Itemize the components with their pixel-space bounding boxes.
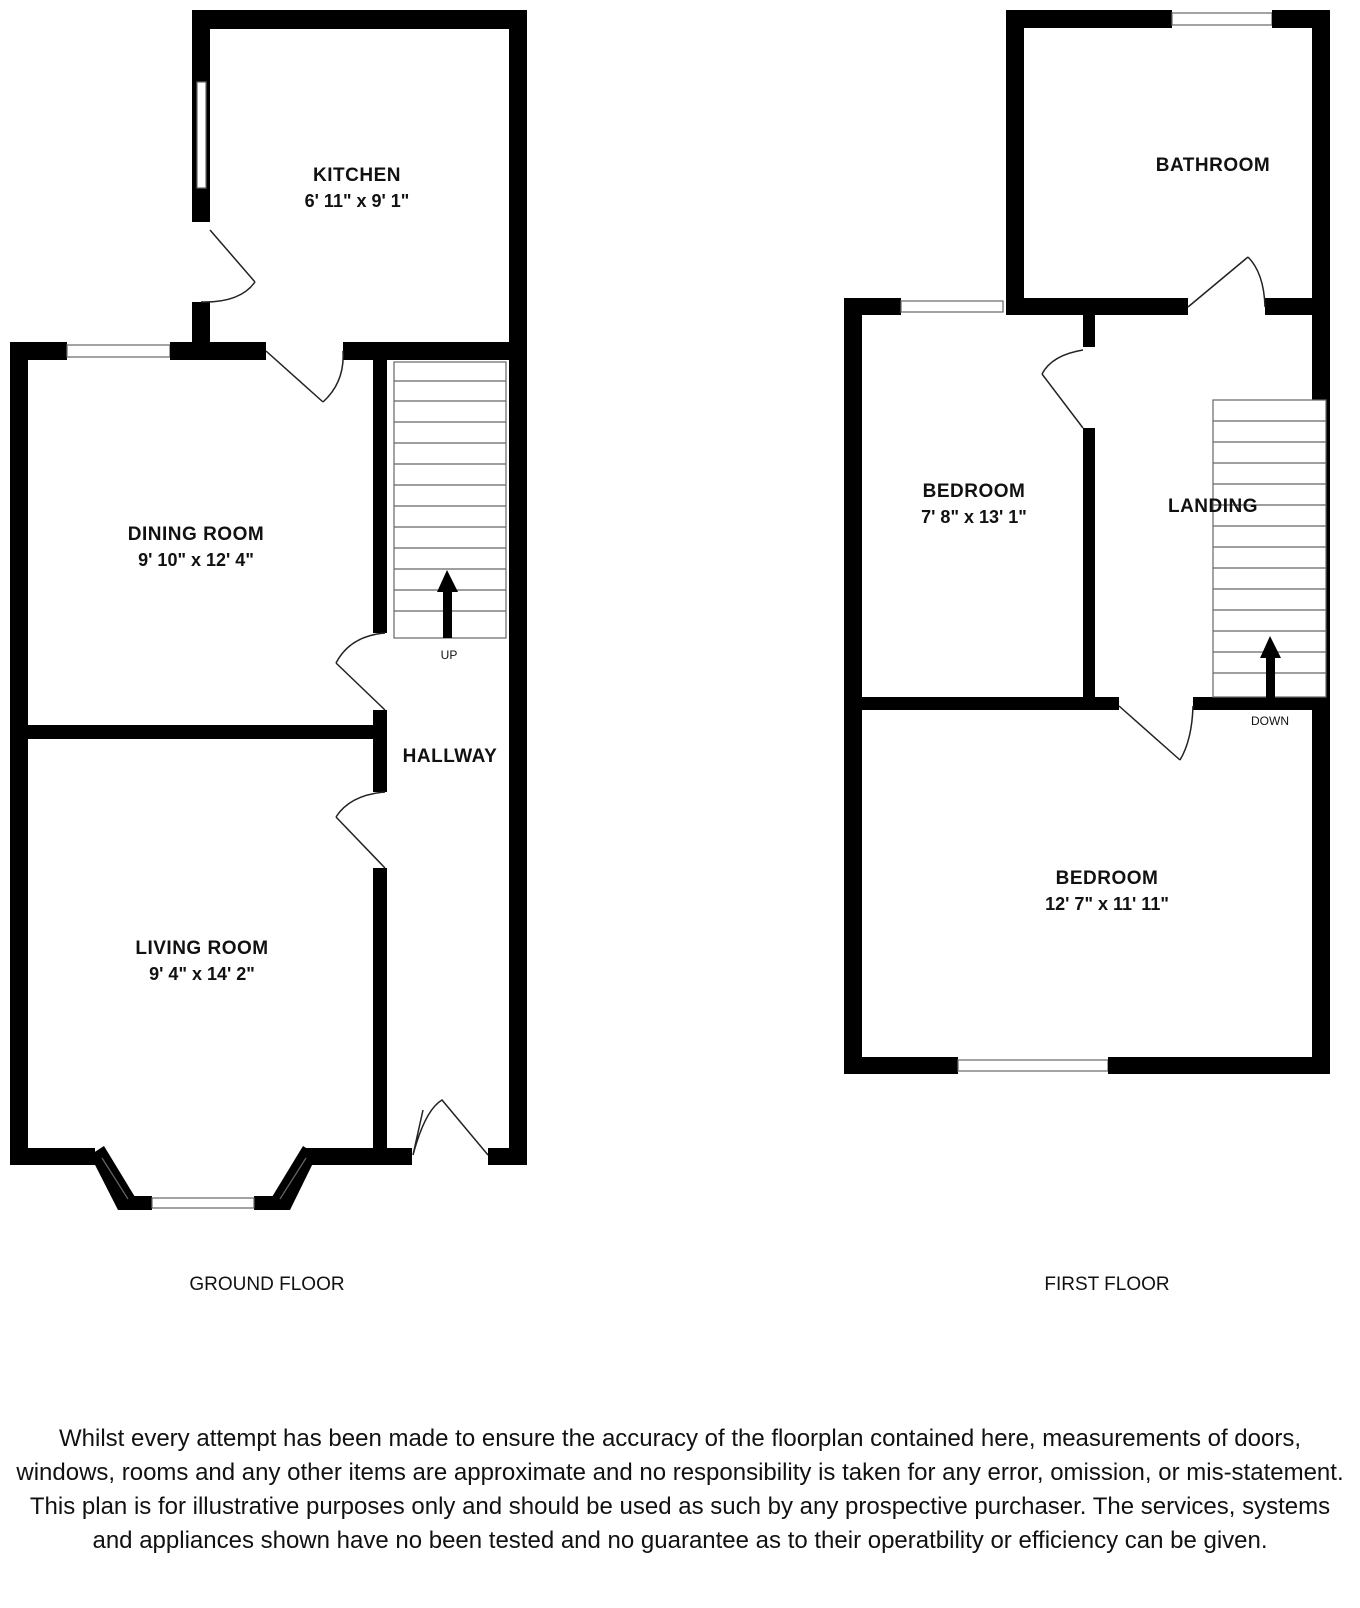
bathroom-name: BATHROOM bbox=[1155, 155, 1271, 176]
wall bbox=[10, 1148, 95, 1165]
wall bbox=[1006, 10, 1024, 314]
wall bbox=[305, 1148, 412, 1165]
wall bbox=[844, 697, 1119, 710]
bedroom-small-name: BEDROOM bbox=[922, 481, 1026, 502]
dining-room-dims: 9' 10" x 12' 4" bbox=[138, 550, 254, 570]
wall bbox=[1083, 428, 1095, 706]
kitchen-name: KITCHEN bbox=[313, 165, 401, 186]
stairs-down-label: DOWN bbox=[1251, 714, 1289, 728]
bay-wall bbox=[118, 1196, 152, 1210]
wall bbox=[373, 710, 387, 792]
ground-floor-plan bbox=[10, 10, 527, 1295]
bedroom-large-name: BEDROOM bbox=[1055, 868, 1159, 889]
living-room-name: LIVING ROOM bbox=[135, 938, 269, 959]
wall bbox=[10, 725, 383, 739]
wall bbox=[844, 298, 862, 1074]
disclaimer-text: Whilst every attempt has been made to ensure the accuracy of the floorplan contained here, measurements of doors, windows, rooms and any other items are approximate and no responsibility is taken for any error, omission, or mis-statement. This plan is for illustrative purposes only and should be used as such by any prospective purchaser. The services, systems and appliances shown have no been tested and no guarantee as to their operatbility or efficiency can be given. bbox=[16, 1425, 1344, 1554]
wall bbox=[488, 1148, 527, 1165]
wall bbox=[170, 342, 266, 360]
door bbox=[1119, 706, 1193, 760]
wall bbox=[1006, 298, 1188, 315]
door bbox=[1042, 350, 1083, 428]
living-room-dims: 9' 4" x 14' 2" bbox=[149, 964, 255, 984]
door bbox=[201, 230, 255, 302]
wall bbox=[343, 342, 526, 360]
wall bbox=[509, 10, 527, 1165]
ground-floor-label: GROUND FLOOR bbox=[189, 1274, 345, 1295]
first-floor-label: FIRST FLOOR bbox=[1044, 1274, 1170, 1295]
door bbox=[1188, 257, 1265, 307]
window bbox=[1172, 13, 1272, 25]
window bbox=[197, 82, 206, 188]
wall bbox=[1193, 697, 1330, 710]
wall bbox=[1083, 298, 1095, 347]
window bbox=[152, 1198, 254, 1208]
kitchen-dims: 6' 11" x 9' 1" bbox=[304, 191, 410, 211]
window bbox=[958, 1060, 1108, 1071]
window bbox=[67, 345, 170, 357]
wall bbox=[373, 868, 387, 1165]
bay-wall bbox=[254, 1196, 290, 1210]
first-floor-plan bbox=[844, 10, 1330, 1295]
window bbox=[901, 301, 1003, 312]
door bbox=[336, 792, 385, 868]
bedroom-small-dims: 7' 8" x 13' 1" bbox=[921, 507, 1027, 527]
wall bbox=[192, 10, 526, 29]
wall bbox=[373, 342, 387, 633]
wall bbox=[1108, 1057, 1330, 1074]
wall bbox=[1265, 298, 1330, 315]
stairs-up-label: UP bbox=[440, 648, 458, 662]
wall bbox=[1006, 10, 1172, 28]
hallway-name: HALLWAY bbox=[402, 746, 498, 767]
wall bbox=[844, 1057, 958, 1074]
landing-name: LANDING bbox=[1167, 496, 1259, 517]
door bbox=[336, 633, 385, 710]
dining-room-name: DINING ROOM bbox=[127, 524, 265, 545]
bedroom-large-dims: 12' 7" x 11' 11" bbox=[1045, 894, 1169, 914]
door bbox=[266, 351, 343, 402]
wall bbox=[10, 342, 28, 1165]
door bbox=[413, 1100, 488, 1155]
